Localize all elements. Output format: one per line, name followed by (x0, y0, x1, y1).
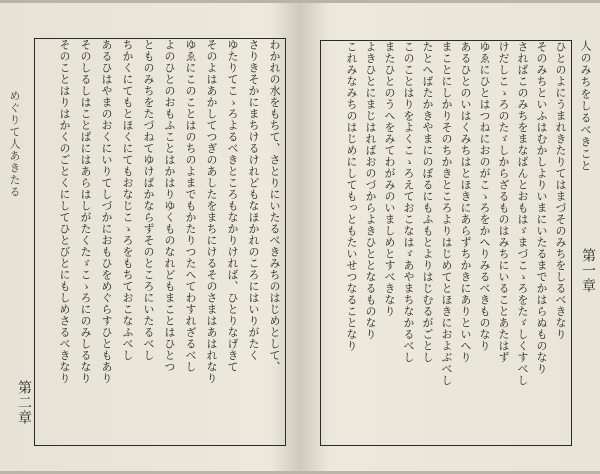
right-chapter-label: 第一章 (580, 248, 596, 293)
left-column: そのことはりはかくのごとくにしてひとびとにもしめさるべきなり (58, 39, 71, 384)
left-column: そのよはあかしてつぎのあしたをまちにけるそのさまはあはれなり (205, 39, 218, 384)
right-column: またひとのうへをみてわがみのいましめとすべきなり (383, 41, 396, 317)
right-column: たとへばたかきやまにのぼるにもふもとよりはじむるがごとし (421, 41, 434, 363)
right-column: これみなみちのはじめにしてもっともたいせつなることなり (345, 41, 358, 352)
right-column: けだしこゝろのたゞしからざるものはみちにいることあたはず (497, 41, 510, 363)
left-chapter-label: 第二章 (16, 380, 32, 425)
left-text-frame (34, 38, 286, 446)
right-column: よきひとにまじはればおのづからよきひととなるものなり (364, 41, 377, 340)
left-column: とものみちをたづねてゆけばかならずそのところにいたるべし (142, 39, 155, 361)
left-column: あるひはやまのおくにいりてしづかにおもひをめぐらすひともあり (100, 39, 113, 384)
left-column: そのしるしはことばにはあらはしがたくたゞこゝろにのみしるなり (79, 39, 92, 384)
right-column: ひとのよにうまれきたりてはまづそのみちをしるべきなり (554, 41, 567, 340)
left-column: ゆゑにこのことはのちのよまでもかたりつたへてわすれざるべし (184, 39, 197, 373)
left-column: ゆたりてこゝろよるべきところもなかりければ、ひとりなげきて (226, 39, 239, 373)
left-column: わかれの水をもちて、さとりにいたるべきみちのはじめとして、 (268, 39, 281, 373)
right-column: まことにしかりそのちかきところよりはじめてとほきにおよぶべし (440, 41, 453, 386)
right-column: このことはりをよくこゝろえておこなはゞあやまちなかるべし (402, 41, 415, 363)
right-page (302, 0, 600, 474)
right-column: あるひとのいはくみちはとほきにあらずちかきにありといへり (459, 41, 472, 363)
right-side-text: 人のみちをしるべきこと (579, 40, 592, 172)
left-side-text: めぐりて人あきたる (8, 90, 21, 198)
left-column: さりきそかにまちけるけれどもなほかれのころにはいりがたく (247, 39, 260, 361)
left-column: よのひとのおもふことはかはりゆくものなれどもまことはひとつ (163, 39, 176, 373)
right-text-frame (320, 40, 572, 446)
right-column: ゆゑにひとはつねにおのがこゝろをかへりみるべきものなり (478, 41, 491, 352)
right-column: さればこのみちをまなばんとおもはゞまづこゝろをたゞしくすべし (516, 41, 529, 386)
right-column: そのみちといふはむかしよりいまにいたるまでかはらぬものなり (535, 41, 548, 375)
left-column: ちかくにてもとほくにてもおなじこゝろをもちておこなふべし (121, 39, 134, 361)
